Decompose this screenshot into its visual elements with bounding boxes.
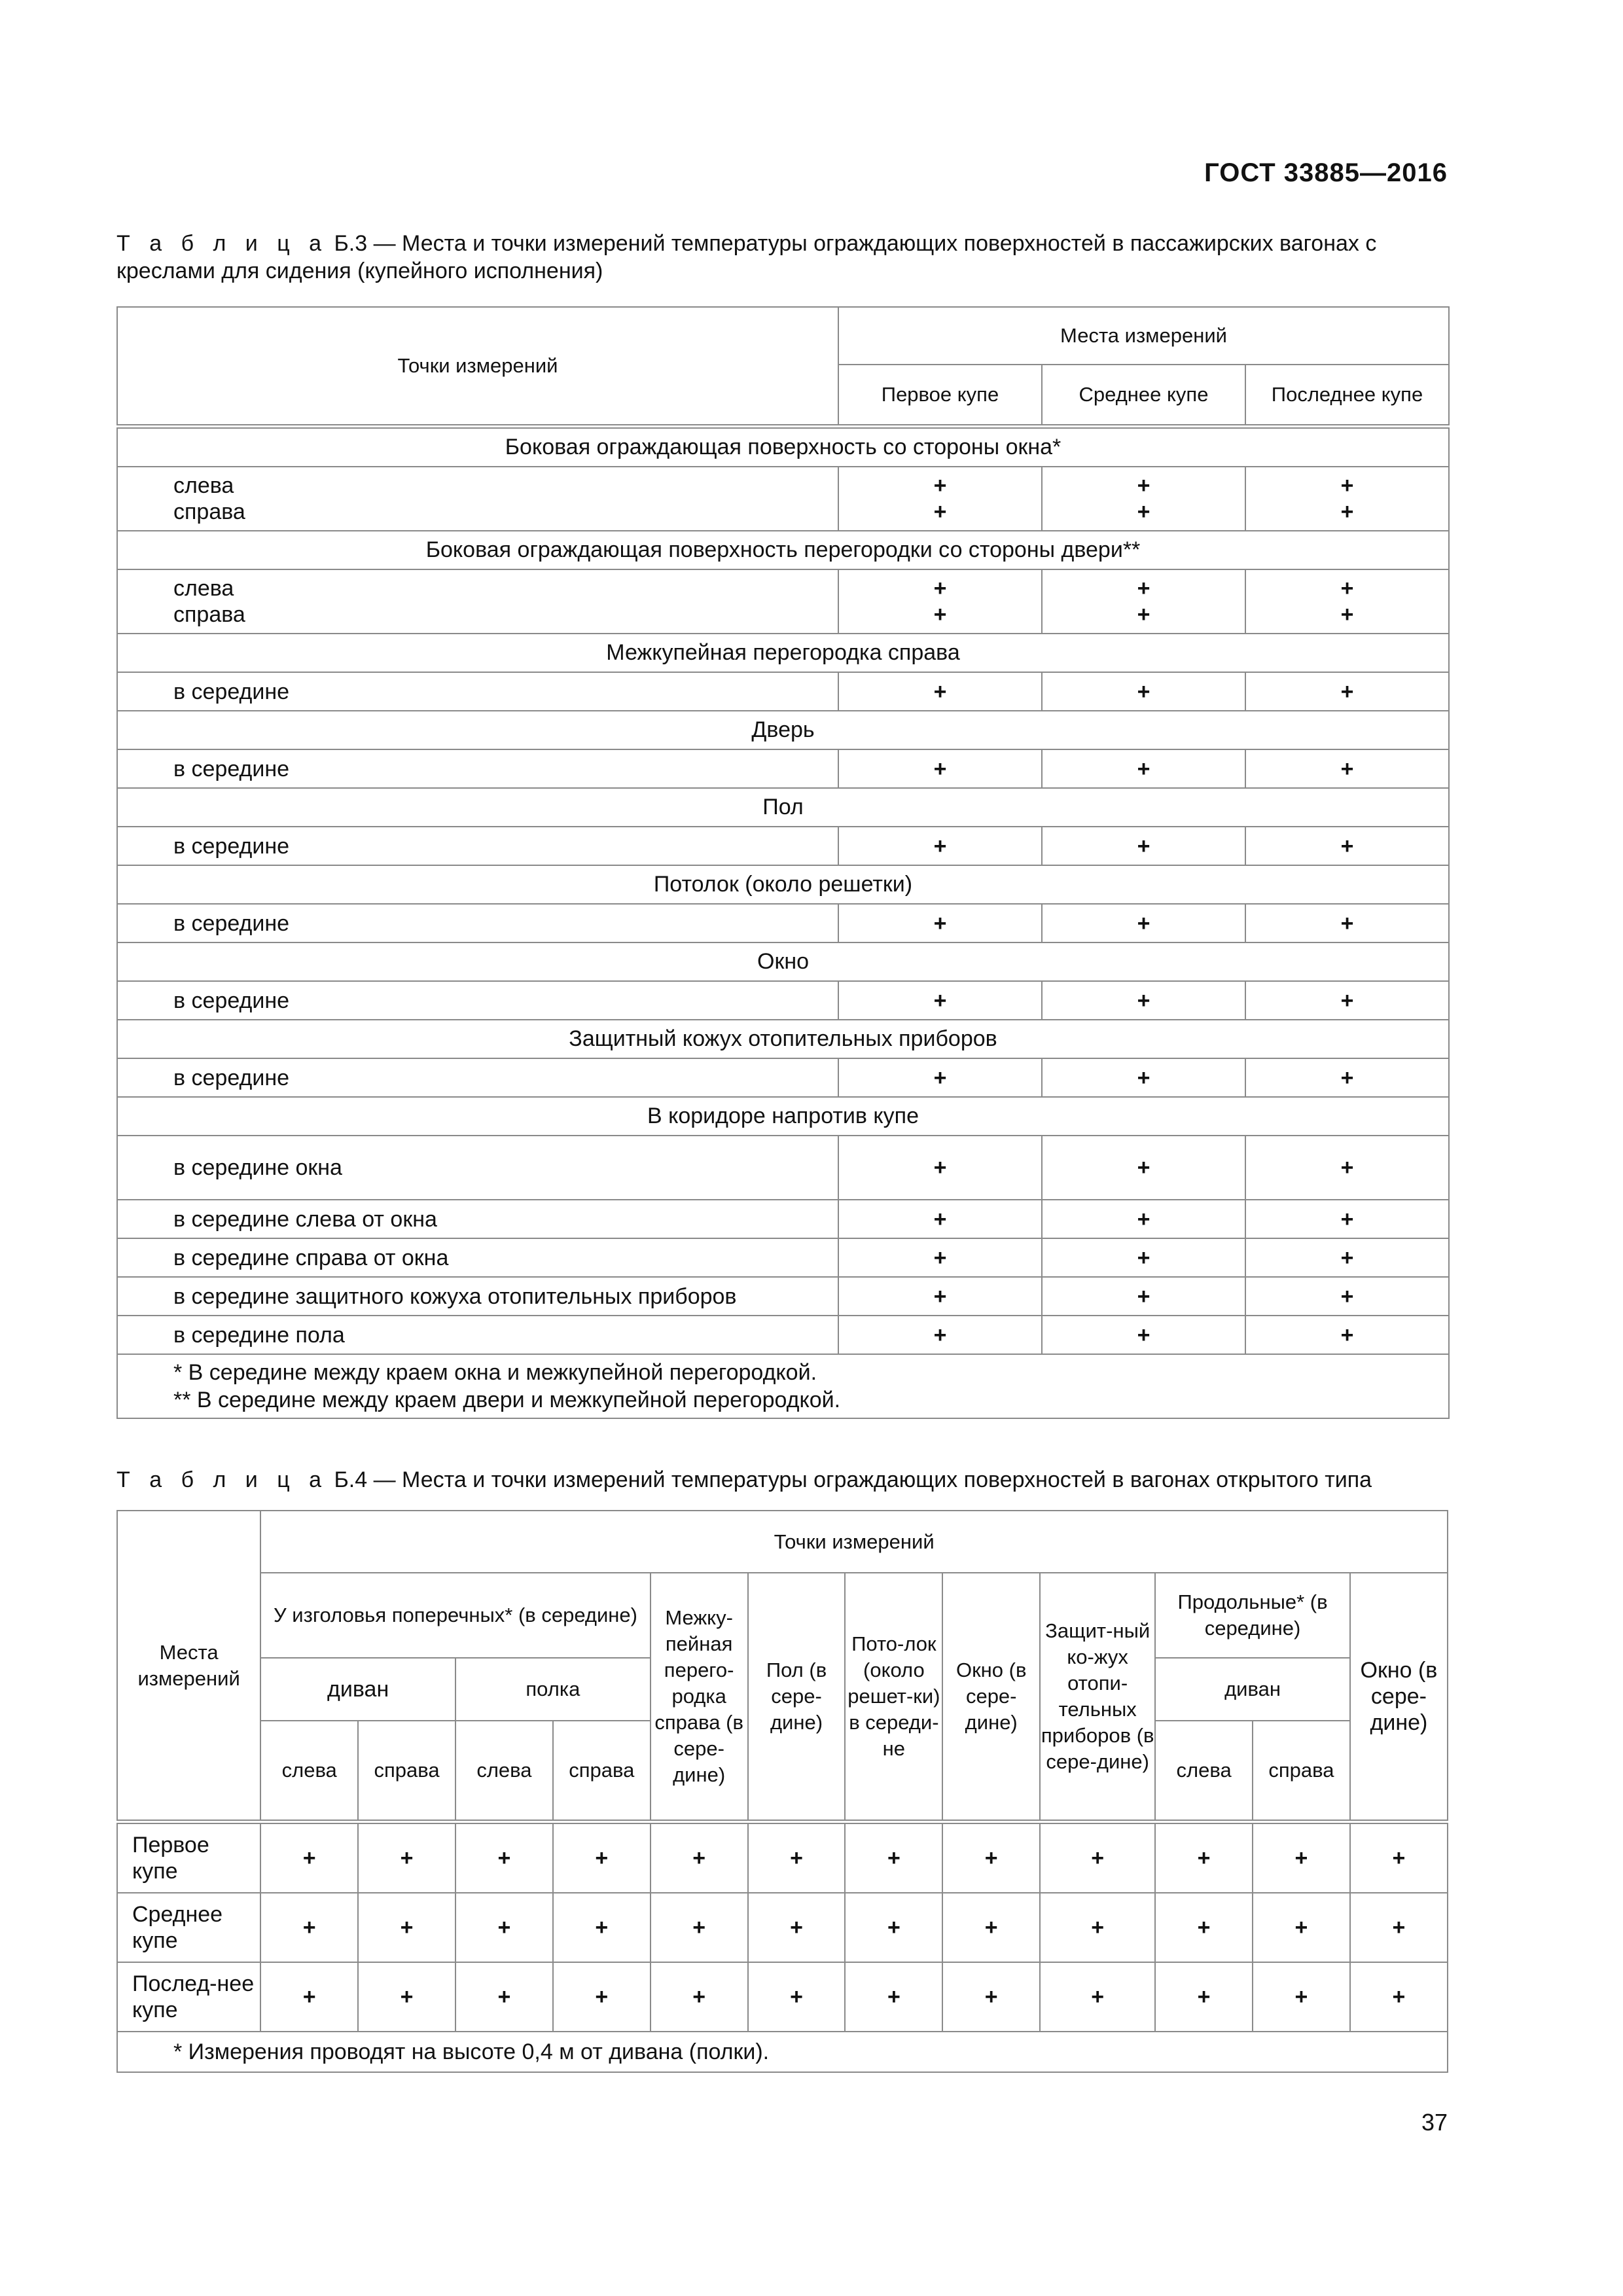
- section-row: [117, 711, 1449, 749]
- point-cell: в середине окна: [117, 1136, 838, 1200]
- plus-mark: +: [455, 1962, 553, 2032]
- plus-mark: +: [942, 1822, 1040, 1893]
- right-header: справа: [358, 1721, 455, 1822]
- plus-mark: +: [838, 1238, 1042, 1277]
- plus-mark: +: [838, 672, 1042, 711]
- plus-mark: +: [1155, 1893, 1253, 1962]
- plus-mark: +: [838, 1277, 1042, 1316]
- place-label: Послед-нее купе: [117, 1962, 260, 2032]
- section-row: [117, 531, 1449, 569]
- plus-mark: +: [1245, 672, 1449, 711]
- plus-mark: +: [838, 1058, 1042, 1097]
- plus-mark: +: [651, 1822, 748, 1893]
- plus-mark: +: [1245, 1238, 1449, 1277]
- table-row: [117, 749, 1449, 788]
- plus-mark: +: [1137, 576, 1150, 601]
- table-row: [117, 1238, 1449, 1277]
- window-last-header: Окно (в сере-дине): [1350, 1573, 1448, 1822]
- left-header: слева: [455, 1721, 553, 1822]
- section-row: [117, 1020, 1449, 1058]
- section-row: [117, 427, 1449, 467]
- point-label: слева: [173, 576, 234, 601]
- caption-prefix: Т а б л и ц а: [116, 1467, 329, 1492]
- plus-mark: +: [748, 1893, 846, 1962]
- transverse-header: У изголовья поперечных* (в середине): [260, 1573, 650, 1658]
- place-label: Первое купе: [117, 1822, 260, 1893]
- plus-mark: +: [1155, 1962, 1253, 2032]
- plus-mark: +: [1340, 499, 1354, 524]
- column-header: Среднее купе: [1042, 365, 1245, 427]
- plus-mark: +: [838, 981, 1042, 1020]
- plus-mark: +: [845, 1893, 942, 1962]
- plus-mark: +: [1042, 981, 1245, 1020]
- mark-cell: [838, 569, 1042, 634]
- mark-cell: [1245, 569, 1449, 634]
- section-title: Боковая ограждающая поверхность со стороны окна*: [117, 427, 1449, 467]
- points-header: Точки измерений: [260, 1511, 1448, 1573]
- plus-mark: +: [838, 1200, 1042, 1238]
- point-cell: в середине: [117, 1058, 838, 1097]
- plus-mark: +: [838, 1136, 1042, 1200]
- point-cell: в середине справа от окна: [117, 1238, 838, 1277]
- plus-mark: +: [1245, 981, 1449, 1020]
- plus-mark: +: [1042, 1316, 1245, 1354]
- table-row: [117, 1058, 1449, 1097]
- plus-mark: +: [358, 1822, 455, 1893]
- partition-header: Межку-пейная перего-родка справа (в сере-дине): [651, 1573, 748, 1822]
- footnote-row: [117, 1354, 1449, 1418]
- plus-mark: +: [1350, 1893, 1448, 1962]
- plus-mark: +: [358, 1893, 455, 1962]
- table-row: [117, 1316, 1449, 1354]
- plus-mark: +: [845, 1822, 942, 1893]
- table-b3-caption: [116, 230, 1448, 285]
- table-row: [117, 1893, 1448, 1962]
- mark-cell: [1042, 467, 1245, 531]
- plus-mark: +: [651, 1962, 748, 2032]
- mark-cell: [1245, 467, 1449, 531]
- section-title: В коридоре напротив купе: [117, 1097, 1449, 1136]
- places-header: Места измерений: [838, 307, 1449, 365]
- footnotes: [117, 1354, 1449, 1418]
- section-row: [117, 1097, 1449, 1136]
- plus-mark: +: [845, 1962, 942, 2032]
- right-header: справа: [553, 1721, 651, 1822]
- column-header: Первое купе: [838, 365, 1042, 427]
- table-row: [117, 1277, 1449, 1316]
- plus-mark: +: [1042, 1200, 1245, 1238]
- plus-mark: +: [933, 499, 947, 524]
- section-title: Боковая ограждающая поверхность перегородки со стороны двери**: [117, 531, 1449, 569]
- table-row: [117, 904, 1449, 942]
- document-standard-number: ГОСТ 33885—2016: [1204, 158, 1448, 187]
- point-cell: в середине: [117, 981, 838, 1020]
- plus-mark: +: [1137, 602, 1150, 627]
- table-row: [117, 569, 1449, 634]
- plus-mark: +: [1245, 1058, 1449, 1097]
- plus-mark: +: [1137, 473, 1150, 498]
- point-cell: в середине: [117, 827, 838, 865]
- floor-header: Пол (в сере-дине): [748, 1573, 846, 1822]
- right-header: справа: [1253, 1721, 1350, 1822]
- points-header: Точки измерений: [117, 307, 838, 427]
- plus-mark: +: [1245, 1277, 1449, 1316]
- plus-mark: +: [455, 1893, 553, 1962]
- point-label: справа: [173, 499, 245, 524]
- plus-mark: +: [455, 1822, 553, 1893]
- section-title: Защитный кожух отопительных приборов: [117, 1020, 1449, 1058]
- left-header: слева: [1155, 1721, 1253, 1822]
- section-title: Потолок (около решетки): [117, 865, 1449, 904]
- mark-cell: [838, 467, 1042, 531]
- plus-mark: +: [1042, 827, 1245, 865]
- plus-mark: +: [1040, 1962, 1155, 2032]
- plus-mark: +: [1042, 904, 1245, 942]
- plus-mark: +: [1040, 1822, 1155, 1893]
- plus-mark: +: [1042, 1277, 1245, 1316]
- column-header: Последнее купе: [1245, 365, 1449, 427]
- section-title: Пол: [117, 788, 1449, 827]
- table-b4: [116, 1510, 1448, 2073]
- left-header: слева: [260, 1721, 358, 1822]
- section-title: Окно: [117, 942, 1449, 981]
- plus-mark: +: [1245, 749, 1449, 788]
- plus-mark: +: [838, 749, 1042, 788]
- plus-mark: +: [1245, 1200, 1449, 1238]
- heater-header: Защит-ный ко-жух отопи-тельных приборов (в сере-дине): [1040, 1573, 1155, 1822]
- plus-mark: +: [942, 1893, 1040, 1962]
- ceiling-header: Пото-лок (около решет-ки) в середи-не: [845, 1573, 942, 1822]
- section-title: Межкупейная перегородка справа: [117, 634, 1449, 672]
- point-cell: [117, 467, 838, 531]
- point-cell: [117, 569, 838, 634]
- plus-mark: +: [942, 1962, 1040, 2032]
- plus-mark: +: [1042, 1136, 1245, 1200]
- plus-mark: +: [260, 1962, 358, 2032]
- place-label: Среднее купе: [117, 1893, 260, 1962]
- point-label: слева: [173, 473, 234, 498]
- point-label: справа: [173, 602, 245, 627]
- plus-mark: +: [748, 1962, 846, 2032]
- plus-mark: +: [933, 576, 947, 601]
- plus-mark: +: [1350, 1962, 1448, 2032]
- plus-mark: +: [838, 1316, 1042, 1354]
- table-row: [117, 467, 1449, 531]
- plus-mark: +: [553, 1893, 651, 1962]
- table-row: [117, 827, 1449, 865]
- footnote-row: [117, 2032, 1448, 2072]
- plus-mark: +: [260, 1893, 358, 1962]
- plus-mark: +: [1155, 1822, 1253, 1893]
- plus-mark: +: [1253, 1893, 1350, 1962]
- shelf-header: полка: [455, 1658, 651, 1721]
- longitudinal-header: Продольные* (в середине): [1155, 1573, 1350, 1658]
- plus-mark: +: [933, 473, 947, 498]
- mark-cell: [1042, 569, 1245, 634]
- footnote: ** В середине между краем двери и межкупейной перегородкой.: [173, 1388, 841, 1412]
- plus-mark: +: [1340, 602, 1354, 627]
- plus-mark: +: [553, 1822, 651, 1893]
- table-row: [117, 981, 1449, 1020]
- plus-mark: +: [1253, 1822, 1350, 1893]
- point-cell: в середине защитного кожуха отопительных приборов: [117, 1277, 838, 1316]
- plus-mark: +: [1245, 904, 1449, 942]
- plus-mark: +: [838, 904, 1042, 942]
- footnote: * Измерения проводят на высоте 0,4 м от дивана (полки).: [117, 2032, 1448, 2072]
- table-row: [117, 1200, 1449, 1238]
- plus-mark: +: [1245, 827, 1449, 865]
- plus-mark: +: [1245, 1136, 1449, 1200]
- table-row: [117, 672, 1449, 711]
- plus-mark: +: [1042, 749, 1245, 788]
- plus-mark: +: [358, 1962, 455, 2032]
- section-row: [117, 788, 1449, 827]
- caption-text: Б.3 — Места и точки измерений температуры ограждающих поверхностей в пассажирских вагонах с креслами для сидения (купейного исполнения): [116, 231, 1377, 283]
- plus-mark: +: [1350, 1822, 1448, 1893]
- table-row: [117, 1822, 1448, 1893]
- point-cell: в середине: [117, 904, 838, 942]
- plus-mark: +: [1042, 672, 1245, 711]
- sofa-header-longitudinal: диван: [1155, 1658, 1350, 1721]
- plus-mark: +: [651, 1893, 748, 1962]
- window-header: Окно (в сере-дине): [942, 1573, 1040, 1822]
- plus-mark: +: [1042, 1058, 1245, 1097]
- sofa-header: диван: [260, 1658, 455, 1721]
- section-row: [117, 634, 1449, 672]
- plus-mark: +: [260, 1822, 358, 1893]
- table-row: [117, 1136, 1449, 1200]
- plus-mark: +: [1245, 1316, 1449, 1354]
- section-row: [117, 942, 1449, 981]
- plus-mark: +: [1253, 1962, 1350, 2032]
- point-cell: в середине пола: [117, 1316, 838, 1354]
- table-b3: [116, 306, 1450, 1419]
- plus-mark: +: [838, 827, 1042, 865]
- plus-mark: +: [553, 1962, 651, 2032]
- section-title: Дверь: [117, 711, 1449, 749]
- plus-mark: +: [1042, 1238, 1245, 1277]
- section-row: [117, 865, 1449, 904]
- caption-prefix: Т а б л и ц а: [116, 231, 329, 256]
- page-number: 37: [1421, 2109, 1448, 2136]
- plus-mark: +: [1340, 473, 1354, 498]
- point-cell: в середине: [117, 749, 838, 788]
- point-cell: в середине слева от окна: [117, 1200, 838, 1238]
- table-row: [117, 1962, 1448, 2032]
- footnote: * В середине между краем окна и межкупейной перегородкой.: [173, 1360, 817, 1385]
- table-b4-caption: [116, 1466, 1448, 1494]
- plus-mark: +: [1340, 576, 1354, 601]
- caption-text: Б.4 — Места и точки измерений температуры ограждающих поверхностей в вагонах открытого типа: [328, 1467, 1372, 1492]
- plus-mark: +: [1137, 499, 1150, 524]
- plus-mark: +: [1040, 1893, 1155, 1962]
- plus-mark: +: [933, 602, 947, 627]
- plus-mark: +: [748, 1822, 846, 1893]
- places-header: Места измерений: [117, 1511, 260, 1822]
- point-cell: в середине: [117, 672, 838, 711]
